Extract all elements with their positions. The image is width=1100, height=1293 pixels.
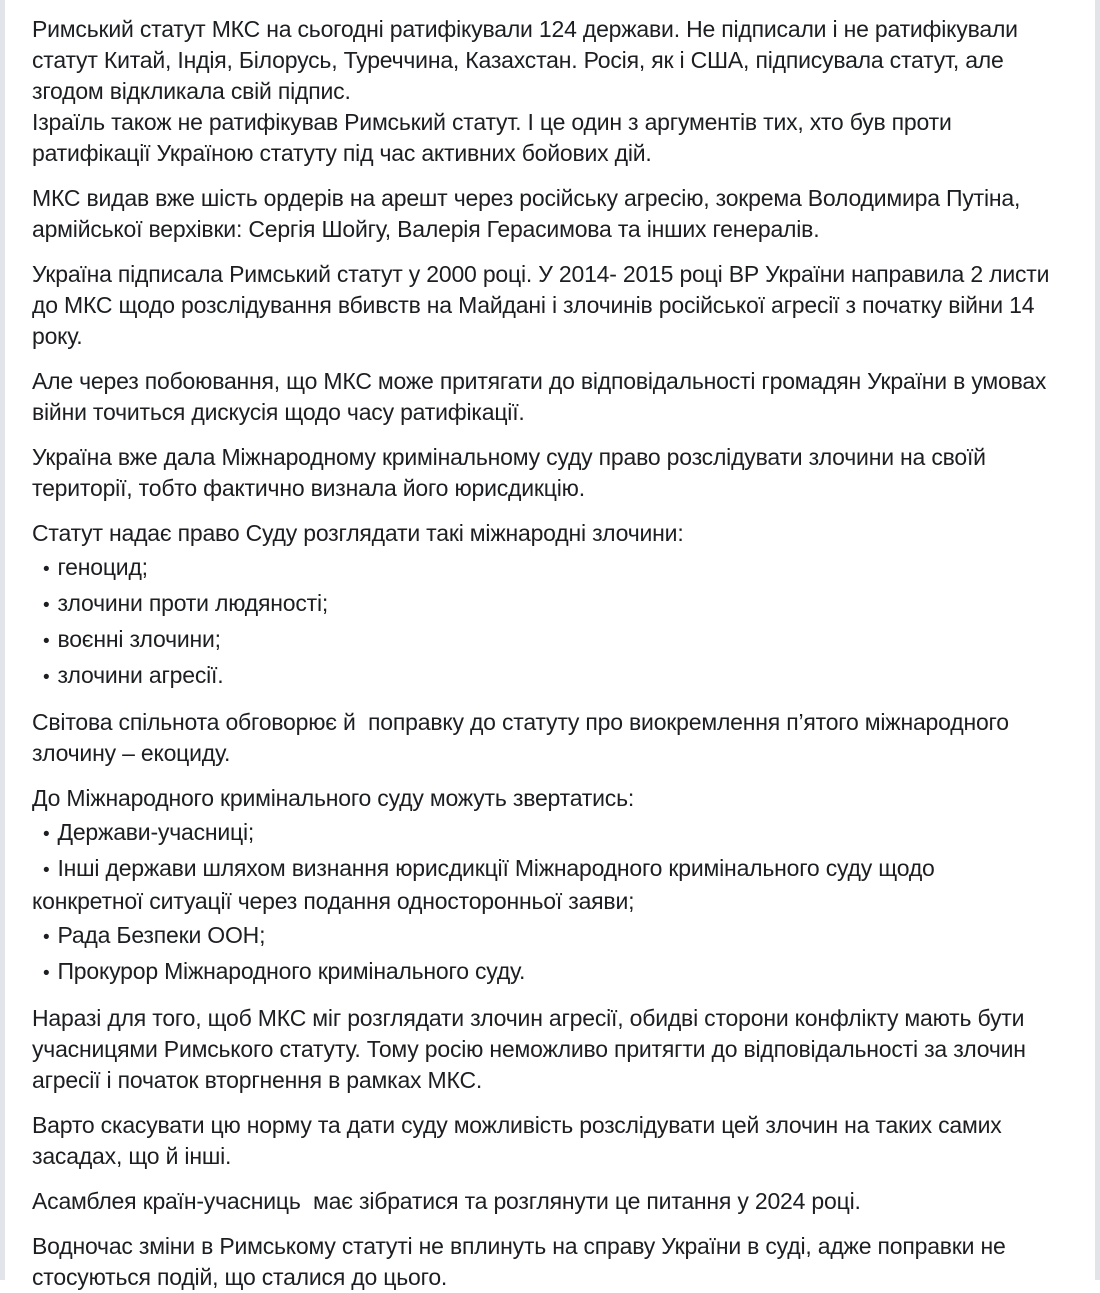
paragraph	[32, 1110, 1050, 1172]
paragraph	[32, 518, 1050, 549]
text-run: Інші держави шляхом визнання юрисдикції Міжнародного кримінального суду щодо конкретної ситуації через подання односторонньої заяви;	[32, 855, 941, 914]
article-body	[32, 14, 1056, 1293]
list-item	[32, 817, 1050, 850]
paragraph	[32, 442, 1050, 504]
text-run: Але через побоювання, що МКС може притягати до відповідальності громадян України в умовах війни точиться дискусія щодо часу ратифікації.	[32, 368, 1053, 425]
text-run: Світова спільнота обговорює й поправку до статуту про виокремлення п’ятого міжнародного злочину – екоциду.	[32, 709, 1016, 766]
list-item	[32, 624, 1050, 657]
list-item	[32, 660, 1050, 693]
left-page-edge	[0, 0, 5, 1280]
bullet-icon: •	[43, 860, 50, 881]
list-item	[32, 552, 1050, 585]
text-run: Водночас зміни в Римському статуті не вплинуть на справу України в суді, адже поправки не стосуються подій, що сталися до цього.	[32, 1233, 1012, 1290]
text-run: злочини проти людяності;	[57, 590, 329, 616]
bullet-icon: •	[43, 595, 50, 616]
text-run: Україна вже дала Міжнародному кримінальному суду право розслідувати злочини на своїй території, тобто фактично визнала його юрисдикцію.	[32, 444, 993, 501]
text-run: злочини агресії.	[57, 662, 224, 688]
paragraph	[32, 107, 1050, 169]
bullet-icon: •	[43, 824, 50, 845]
text-run: Рада Безпеки ООН;	[57, 922, 266, 948]
text-run: До Міжнародного кримінального суду можуть звертатись:	[32, 785, 635, 811]
paragraph	[32, 14, 1050, 107]
bullet-icon: •	[43, 559, 50, 580]
text-run: воєнні злочини;	[57, 626, 221, 652]
text-run: Прокурор Міжнародного кримінального суду.	[57, 958, 526, 984]
paragraph	[32, 1231, 1050, 1293]
paragraph	[32, 366, 1053, 428]
paragraph	[32, 1003, 1050, 1096]
text-run: Варто скасувати цю норму та дати суду можливість розслідувати цей злочин на таких самих засадах, що й інші.	[32, 1112, 1008, 1169]
paragraph	[32, 707, 1050, 769]
text-run: Асамблея країн-учасниць має зібратися та розглянути це питання у 2024 році.	[32, 1188, 861, 1214]
paragraph	[32, 1186, 1050, 1217]
text-run: Держави-учасниці;	[57, 819, 255, 845]
list-item	[32, 588, 1050, 621]
paragraph	[32, 259, 1056, 352]
bullet-icon: •	[43, 667, 50, 688]
bullet-icon: •	[43, 963, 50, 984]
paragraph	[32, 783, 1050, 814]
text-run: Статут надає право Суду розглядати такі міжнародні злочини:	[32, 520, 684, 546]
text-run: МКС видав вже шість ордерів на арешт через російську агресію, зокрема Володимира Путіна, армійської верхівки: Сергія Шойгу, Валерія Герасимова та інших генералів.	[32, 185, 1027, 242]
list-item	[32, 853, 1050, 917]
right-page-edge	[1095, 0, 1100, 1280]
paragraph	[32, 183, 1050, 245]
text-run: Ізраїль також не ратифікував Римський статут. І це один з аргументів тих, хто був проти ратифікації Україною статуту під час активних бойових дій.	[32, 109, 958, 166]
bullet-icon: •	[43, 631, 50, 652]
text-run: Наразі для того, щоб МКС міг розглядати злочин агресії, обидві сторони конфлікту мають бути учасницями Римського статуту. Тому росію неможливо притягти до відповідальності за злочин агресії і початок вторгнення в рамках МКС.	[32, 1005, 1032, 1093]
text-run: Римський статут МКС на сьогодні ратифікували 124 держави. Не підписали і не ратифікували статут Китай, Індія, Білорусь, Туреччина, Казахстан. Росія, як і США, підписувала статут, але згодом відкликала свій підпис.	[32, 16, 1025, 104]
list-item	[32, 920, 1050, 953]
list-item	[32, 956, 1050, 989]
bullet-icon: •	[43, 927, 50, 948]
text-run: геноцид;	[57, 554, 148, 580]
text-run: Україна підписала Римський статут у 2000 році. У 2014- 2015 році ВР України направила 2 листи до МКС щодо розслідування вбивств на Майдані і злочинів російської агресії з початку війни 14 року.	[32, 261, 1056, 349]
